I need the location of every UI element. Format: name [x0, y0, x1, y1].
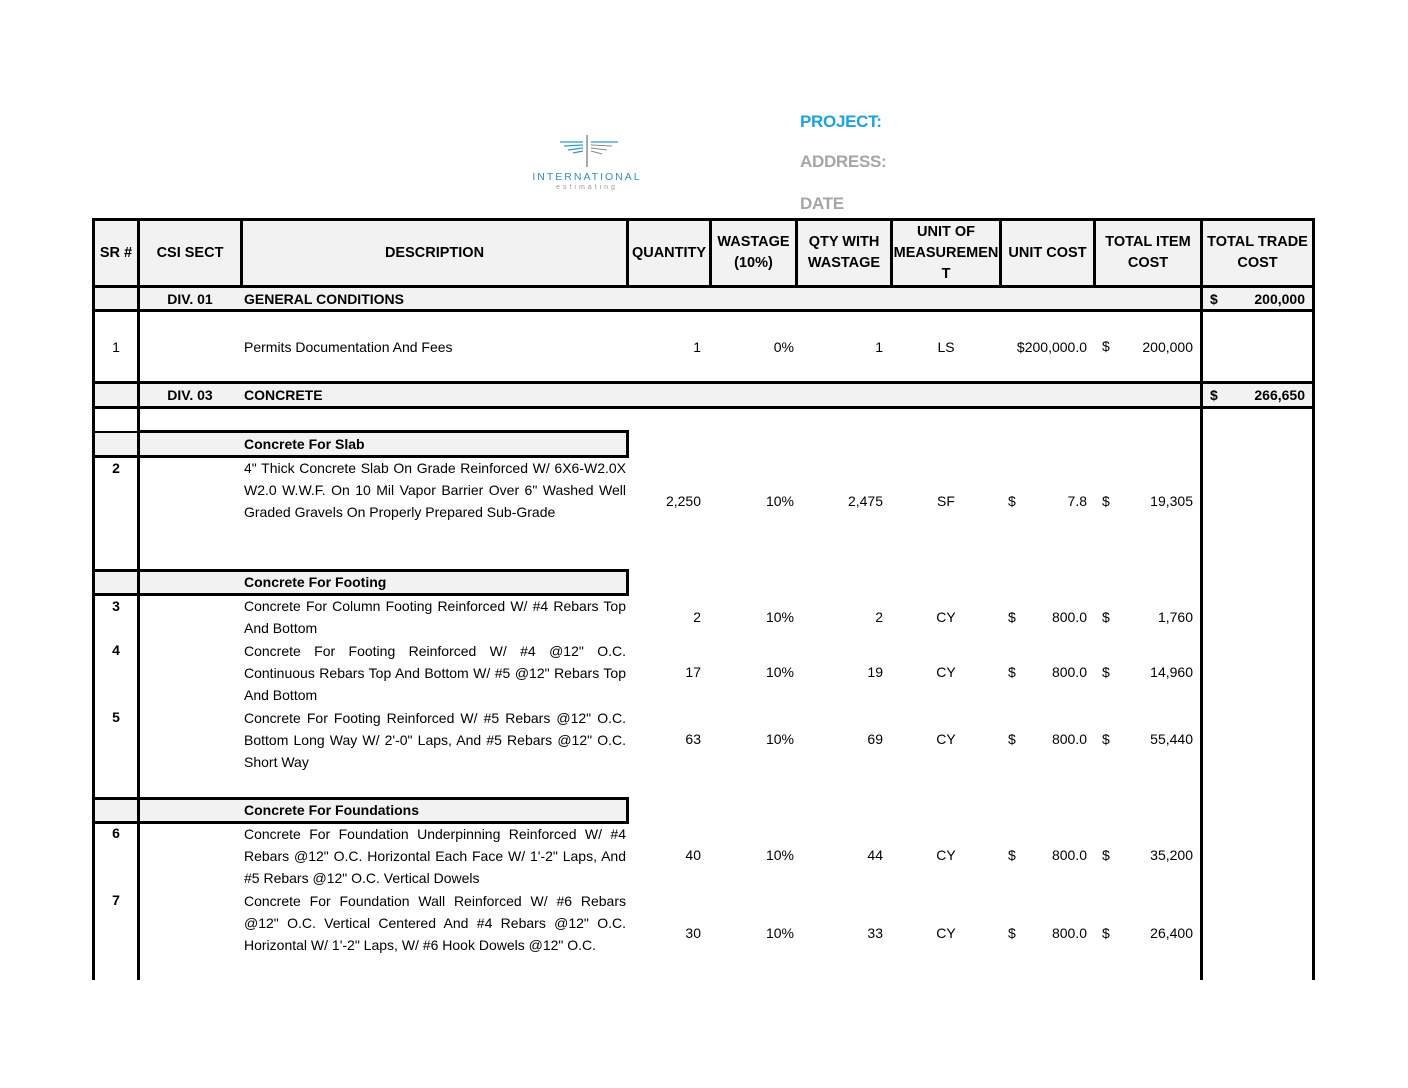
item-sr: 7 — [112, 892, 120, 908]
item-total-cost: 200,000 — [1142, 338, 1193, 355]
group-title: Concrete For Footing — [244, 574, 387, 590]
item-quantity: 2 — [693, 609, 701, 625]
item-uom: SF — [937, 493, 955, 509]
division-total-currency: $ — [1210, 291, 1218, 307]
item-qty-with-wastage: 1 — [875, 338, 883, 355]
item-total-currency: $ — [1102, 731, 1110, 747]
item-uom: CY — [936, 609, 956, 625]
header-text: TOTAL TRADE — [1207, 234, 1308, 250]
header-text: UNIT COST — [1008, 244, 1087, 261]
date-label: DATE — [800, 194, 844, 213]
group-title: Concrete For Slab — [244, 436, 365, 452]
col-header-description — [243, 221, 626, 285]
logo-tagline: estimating — [556, 184, 618, 191]
row-border — [92, 406, 1314, 409]
item-unit-cost-currency: $ — [1008, 925, 1016, 941]
project-label: PROJECT: — [800, 112, 882, 131]
item-uom: LS — [937, 338, 955, 355]
col-header-total-item-cost — [1096, 221, 1200, 285]
item-quantity: 17 — [685, 664, 701, 680]
item-unit-cost: 800.0 — [1051, 664, 1087, 680]
header-text: COST — [1237, 255, 1278, 271]
item-unit-cost: 7.8 — [1067, 493, 1087, 509]
item-total-currency: $ — [1102, 925, 1110, 941]
col-header-quantity — [629, 221, 709, 285]
item-sr: 4 — [112, 642, 120, 658]
group-title: Concrete For Foundations — [244, 802, 419, 818]
header-text: QTY WITH — [808, 234, 880, 250]
col-header-qty-with-wastage — [798, 221, 890, 285]
col-divider — [137, 218, 140, 980]
item-description: Concrete For Column Footing Reinforced W/ #4 Rebars Top And Bottom — [244, 598, 626, 636]
row-border — [92, 431, 139, 433]
item-unit-cost: 800.0 — [1051, 925, 1087, 941]
item-wastage: 10% — [765, 925, 794, 941]
item-qty-with-wastage: 2,475 — [847, 493, 883, 509]
item-qty-with-wastage: 33 — [867, 925, 883, 941]
item-wastage: 10% — [765, 664, 794, 680]
item-quantity: 1 — [693, 338, 701, 355]
item-quantity: 2,250 — [665, 493, 701, 509]
wings-icon — [528, 133, 646, 169]
address-label: ADDRESS: — [800, 152, 887, 171]
col-header-total-trade-cost — [1203, 221, 1312, 285]
header-text: (10%) — [734, 255, 773, 271]
item-uom: CY — [936, 664, 956, 680]
item-total-cost: 1,760 — [1157, 609, 1193, 625]
item-sr: 1 — [112, 338, 120, 355]
item-uom: CY — [936, 925, 956, 941]
item-total-currency: $ — [1102, 664, 1110, 680]
item-total-currency: $ — [1102, 609, 1110, 625]
item-qty-with-wastage: 69 — [867, 731, 883, 747]
item-total-currency: $ — [1102, 493, 1110, 509]
item-unit-cost: $200,000.0 — [1016, 338, 1087, 355]
item-sr: 6 — [112, 825, 120, 841]
company-logo — [528, 133, 646, 197]
item-quantity: 30 — [685, 925, 701, 941]
division-total: 266,650 — [1254, 387, 1305, 403]
header-text: WASTAGE — [717, 234, 790, 250]
item-wastage: 0% — [773, 338, 794, 355]
header-text: SR # — [99, 244, 133, 261]
item-wastage: 10% — [765, 493, 794, 509]
header-text: COST — [1127, 255, 1169, 271]
col-header-sr — [95, 221, 137, 285]
item-total-currency: $ — [1102, 338, 1110, 354]
header-text: CSI SECT — [156, 244, 224, 261]
header-text: UNIT OF — [917, 223, 975, 240]
logo-name: INTERNATIONAL — [532, 171, 642, 183]
header-text: WASTAGE — [807, 255, 881, 271]
col-header-wastage — [712, 221, 795, 285]
division-total: 200,000 — [1254, 291, 1305, 307]
item-sr: 3 — [112, 598, 120, 614]
item-total-cost: 26,400 — [1150, 925, 1193, 941]
item-qty-with-wastage: 19 — [867, 664, 883, 680]
col-divider — [1312, 218, 1315, 980]
division-code: DIV. 03 — [167, 387, 213, 403]
col-divider — [626, 797, 629, 824]
col-divider — [626, 569, 629, 596]
item-unit-cost-currency: $ — [1008, 664, 1016, 680]
header-text: QUANTITY — [631, 244, 707, 261]
item-uom: CY — [936, 731, 956, 747]
item-unit-cost: 800.0 — [1051, 609, 1087, 625]
item-qty-with-wastage: 2 — [875, 609, 883, 625]
item-description: Concrete For Foundation Underpinning Reinforced W/ #4 Rebars @12" O.C. Horizontal Each Face W/ 1'-2" Laps, And #5 Rebars @12" O.C. Vertical Dowels — [244, 826, 626, 886]
item-unit-cost: 800.0 — [1051, 731, 1087, 747]
item-sr: 5 — [112, 709, 120, 725]
item-qty-with-wastage: 44 — [867, 847, 883, 863]
item-total-cost: 14,960 — [1150, 664, 1193, 680]
item-total-cost: 55,440 — [1150, 731, 1193, 747]
col-divider — [1200, 218, 1203, 980]
division-name: CONCRETE — [244, 387, 323, 403]
item-description: Permits Documentation And Fees — [244, 338, 453, 355]
item-unit-cost-currency: $ — [1008, 609, 1016, 625]
item-quantity: 63 — [685, 731, 701, 747]
item-total-cost: 19,305 — [1150, 493, 1193, 509]
item-total-cost: 35,200 — [1150, 847, 1193, 863]
item-description: 4" Thick Concrete Slab On Grade Reinforced W/ 6X6-W2.0X W2.0 W.W.F. On 10 Mil Vapor Barrier Over 6" Washed Well Graded Gravels On Properly Prepared Sub-Grade — [244, 460, 626, 520]
item-description: Concrete For Foundation Wall Reinforced W/ #6 Rebars @12" O.C. Vertical Centered And #4 Rebars @12" O.C. Horizontal W/ 1'-2" Laps, W/ #6 Hook Dowels @12" O.C. — [244, 893, 626, 953]
item-unit-cost-currency: $ — [1008, 731, 1016, 747]
header-text: MEASUREMEN — [893, 244, 999, 261]
division-name: GENERAL CONDITIONS — [244, 291, 404, 307]
item-unit-cost-currency: $ — [1008, 493, 1016, 509]
col-header-uom — [893, 221, 999, 285]
header-text: T — [941, 265, 951, 282]
col-header-unit-cost — [1002, 221, 1093, 285]
division-code: DIV. 01 — [167, 291, 213, 307]
item-description: Concrete For Footing Reinforced W/ #5 Rebars @12" O.C. Bottom Long Way W/ 2'-0" Laps, And #5 Rebars @12" O.C. Short Way — [244, 710, 626, 770]
header-text: DESCRIPTION — [384, 244, 485, 261]
item-unit-cost-currency: $ — [1008, 847, 1016, 863]
item-quantity: 40 — [685, 847, 701, 863]
division-total-currency: $ — [1210, 387, 1218, 403]
item-wastage: 10% — [765, 847, 794, 863]
item-description: Concrete For Footing Reinforced W/ #4 @12" O.C. Continuous Rebars Top And Bottom W/ #5 @12" Rebars Top And Bottom — [244, 643, 626, 703]
item-total-currency: $ — [1102, 847, 1110, 863]
item-uom: CY — [936, 847, 956, 863]
header-text: TOTAL ITEM — [1105, 234, 1191, 250]
item-wastage: 10% — [765, 609, 794, 625]
item-unit-cost: 800.0 — [1051, 847, 1087, 863]
item-sr: 2 — [112, 460, 120, 476]
item-wastage: 10% — [765, 731, 794, 747]
col-header-csi — [140, 221, 240, 285]
col-divider — [626, 430, 629, 458]
